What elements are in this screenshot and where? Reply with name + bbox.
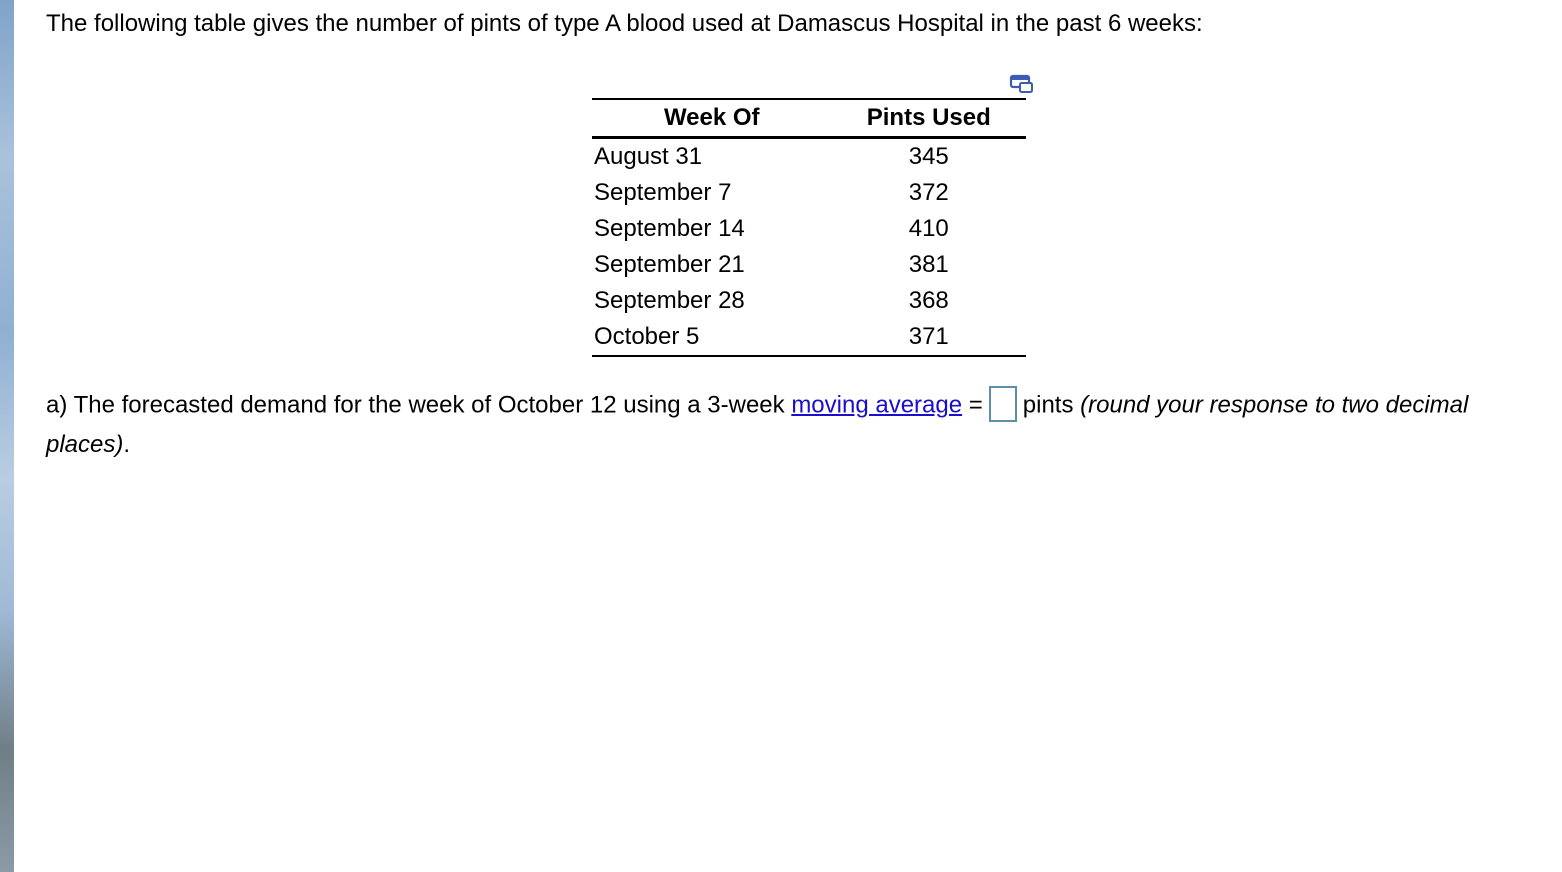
forecast-answer-input[interactable] xyxy=(989,386,1017,422)
moving-average-link[interactable]: moving average xyxy=(791,391,963,419)
week-cell: September 14 xyxy=(594,215,745,242)
table-row xyxy=(592,211,1026,247)
question-content xyxy=(46,0,1546,872)
question-a xyxy=(46,386,1516,464)
table-row xyxy=(592,138,1026,176)
rounding-instruction: (round your response to two decimal places) xyxy=(46,391,1469,458)
equals-sign: = xyxy=(962,391,983,419)
table-row xyxy=(592,247,1026,283)
table-row xyxy=(592,175,1026,211)
table-header-row xyxy=(592,99,1026,138)
blood-usage-table xyxy=(592,98,1026,357)
left-background-strip xyxy=(0,0,14,872)
question-suffix: . xyxy=(123,431,131,458)
copy-table-icon[interactable] xyxy=(1008,74,1036,94)
pints-cell: 372 xyxy=(908,179,949,206)
pints-cell: 368 xyxy=(908,287,949,314)
pints-cell: 345 xyxy=(908,143,949,170)
table-row xyxy=(592,319,1026,356)
intro-text: The following table gives the number of pints of type A blood used at Damascus Hospital in the past 6 weeks: xyxy=(46,10,1203,37)
table-row xyxy=(592,283,1026,319)
pints-cell: 371 xyxy=(832,319,1026,356)
week-cell: October 5 xyxy=(592,319,832,356)
pints-cell: 381 xyxy=(908,251,949,278)
week-cell: September 7 xyxy=(594,179,732,206)
week-cell: September 28 xyxy=(594,287,745,314)
pints-cell: 410 xyxy=(908,215,949,242)
header-pints-used: Pints Used xyxy=(832,99,1026,138)
question-prefix: a) The forecasted demand for the week of October 12 using a 3-week xyxy=(46,391,792,419)
week-cell: September 21 xyxy=(594,251,745,278)
week-cell: August 31 xyxy=(594,143,703,170)
header-week-of: Week Of xyxy=(592,99,832,138)
unit-label: pints xyxy=(1022,391,1081,419)
